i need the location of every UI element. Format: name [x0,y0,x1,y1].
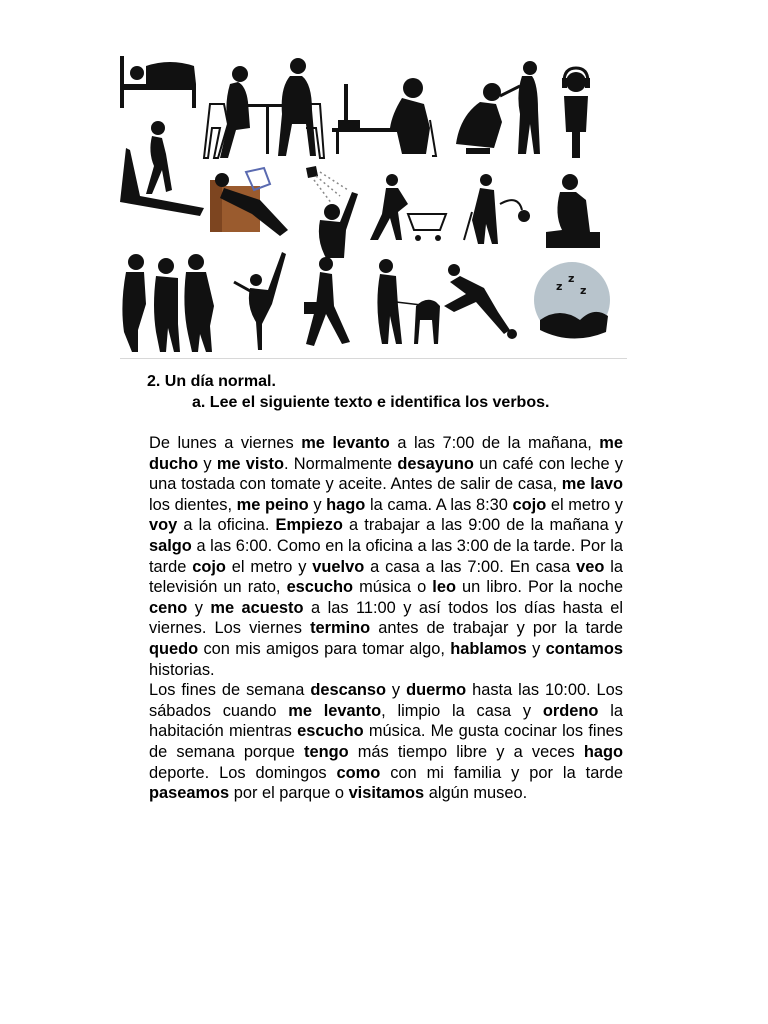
shopping-icon [370,174,446,241]
computer-work-icon [332,78,436,156]
verb: me ducho [149,434,623,473]
svg-text:z: z [568,272,575,285]
cleaning-icon [464,174,530,244]
verb: escucho [286,578,354,597]
verb: salgo [149,536,192,555]
text-run: De lunes a viernes [149,434,302,452]
sleep-icon [120,56,196,108]
verb: desayuno [397,454,474,473]
verb: termino [310,619,371,638]
telephone-icon [546,174,600,248]
verb: descanso [310,681,386,700]
verb: escucho [297,722,364,741]
music-icon [562,68,590,158]
text-run: la cama. A las 8:30 [365,495,513,514]
reading-icon [210,168,288,236]
text-run: Los fines de semana [149,681,311,700]
verb: hablamos [450,639,527,658]
treadmill-icon [120,121,204,216]
text-run: con mis amigos para tomar algo, [198,639,451,658]
paragraph-weekends [149,680,623,804]
reading-text [149,433,623,804]
hairdresser-icon [456,61,540,154]
exercise-instruction: a. Lee el siguiente texto e identifica los verbos. [192,394,550,411]
text-run: el metro y [225,557,313,576]
dance-icon [234,252,286,350]
paragraph-weekdays [149,433,623,680]
text-run: y [385,681,407,700]
verb: vuelvo [312,557,365,576]
verb: me levanto [301,434,390,452]
text-run: a las 6:00. Como en la oficina a las 3:00 de la tarde. Por la tarde [149,536,623,576]
text-run: , limpio la casa y [381,701,543,720]
friends-icon [122,254,214,352]
text-run: más tiempo libre y a veces [348,742,584,761]
text-run: hasta las 10:00. Los sábados cuando [149,681,623,720]
verb: voy [149,516,178,535]
verb: veo [576,557,605,576]
verb: como [336,763,381,782]
text-run: y [187,598,211,617]
text-run: música o [353,578,433,597]
text-run: a la oficina. [177,516,276,535]
walk-to-work-icon [304,257,350,346]
verb: cojo [512,495,547,514]
text-run: algún museo. [424,784,528,803]
section-heading: 2. Un día normal. [147,373,276,390]
text-run: antes de trabajar y por la tarde [370,619,623,638]
svg-text:z: z [556,280,563,293]
text-run: un libro. Por la noche [455,578,623,597]
verb: duermo [406,681,467,700]
verb: paseamos [149,784,230,803]
verb: ordeno [542,701,599,720]
text-run: la televisión un rato, [149,557,623,597]
text-run: la habitación mientras [149,701,623,741]
verb: me lavo [561,475,623,494]
shower-icon [306,166,358,258]
text-run: a casa a las 7:00. En casa [364,557,577,576]
night-icon [534,262,610,339]
text-run: un café con leche y una tostada con tomate y aceite. Antes de salir de casa, [149,454,623,494]
daily-routine-illustration [120,44,627,359]
verb: hago [326,495,366,514]
walk-dog-icon [377,259,440,344]
text-run: a trabajar a las 9:00 de la mañana y [342,516,624,535]
text-run: deporte. Los domingos [149,763,337,782]
text-run: y [198,454,217,473]
verb: cojo [192,557,226,576]
verb: ceno [149,598,188,617]
text-run: el metro y [546,495,623,514]
verb: me levanto [288,701,382,720]
verb: tengo [304,742,349,761]
text-run: historias. [149,660,215,679]
verb: leo [432,578,456,597]
verb: Empiezo [275,516,343,535]
verb: me peino [236,495,309,514]
text-run: música. Me gusta cocinar los fines de semana porque [149,722,623,761]
verb: quedo [149,639,199,658]
svg-text:z: z [580,284,587,297]
football-icon [444,264,517,339]
verb: contamos [545,639,623,658]
text-run: con mi familia y por la tarde [380,763,623,782]
text-run: . Normalmente [283,454,398,473]
verb: me visto [216,454,284,473]
text-run: a las 7:00 de la mañana, [389,434,600,452]
verb: me acuesto [210,598,304,617]
verb: visitamos [348,784,425,803]
text-run: por el parque o [229,784,349,803]
text-run: los dientes, [149,495,237,514]
text-run: y [308,495,327,514]
breakfast-icon [204,58,324,158]
text-run: a las 11:00 y así todos los días hasta el viernes. Los viernes [149,598,623,638]
verb: hago [583,742,623,761]
text-run: y [526,639,546,658]
